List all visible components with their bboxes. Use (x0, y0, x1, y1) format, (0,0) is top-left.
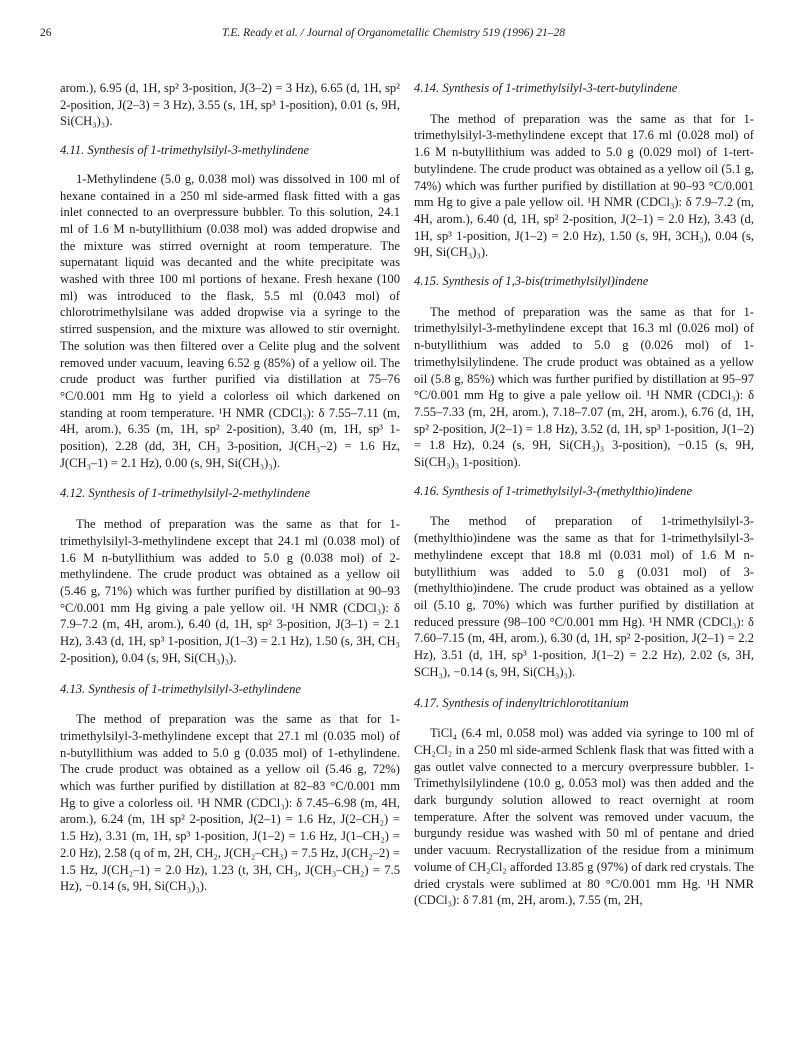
section-body-4-13: The method of preparation was the same as that for 1-trimethylsilyl-3-methylindene except that 27.1 ml (0.035 mol) of n-butyllithium was added to 5.0 g (0.035 mol) of 1-ethylindene. The crude product was obtained as a yellow oil (5.46 g, 72%) which was further purified by distillation at 82–83 °C/0.001 mm Hg to give a colorless oil. ¹H NMR (CDCl₃): δ 7.45–6.98 (m, 4H, arom.), 6.24 (m, 1H sp² 2-position, J(2–1) = 1.6 Hz, J(2–CH₂) = 1.5 Hz), 3.31 (m, 1H, sp³ 1-position, J(1–2) = 1.6 Hz, J(1–CH₂) = 2.0 Hz), 2.58 (q of m, 2H, CH₂, J(CH₂–CH₃) = 7.5 Hz, J(CH₂–2) = 1.5 Hz, J(CH₂–1) = 2.0 Hz), 1.23 (t, 3H, CH₃, J(CH₃–CH₂) = 7.5 Hz), −0.14 (s, 9H, Si(CH₃)₃). (60, 712, 400, 894)
section-heading-4-15: 4.15. Synthesis of 1,3-bis(trimethylsilyl)indene (414, 274, 649, 289)
section-heading-4-16: 4.16. Synthesis of 1-trimethylsilyl-3-(methylthio)indene (414, 483, 693, 498)
page-number: 26 (40, 27, 52, 39)
section-heading-4-17: 4.17. Synthesis of indenyltrichlorotitanium (414, 695, 629, 710)
section-heading-4-13: 4.13. Synthesis of 1-trimethylsilyl-3-ethylindene (60, 681, 301, 696)
section-body-4-12: The method of preparation was the same as that for 1-trimethylsilyl-3-methylindene except that 24.1 ml (0.038 mol) of 1.6 M n-butyllithium was added to 5.0 g (0.038 mol) of 2-methylindene. The crude product was obtained as a yellow oil (5.46 g, 71%) which was further purified by distillation at 90–93 °C/0.001 mm Hg giving a pale yellow oil. ¹H NMR (CDCl₃): δ 7.9–7.2 (m, 4H, arom.), 6.40 (d, 1H, sp² 3-position, J(3–1) = 2.1 Hz), 3.43 (d, 1H, sp³ 1-position, J(1–3) = 2.1 Hz), 1.50 (s, 3H, CH₃ 2-position), 0.04 (s, 9H, Si(CH₃)₃). (60, 517, 400, 665)
section-body-4-11: 1-Methylindene (5.0 g, 0.038 mol) was dissolved in 100 ml of hexane contained in a 250 ml side-armed flask fitted with a gas inlet connected to an overpressure bubbler. To this solution, 24.1 ml of 1.6 M n-butyllithium (0.038 mol) was added dropwise and the mixture was stirred overnight at room temperature. The supernatant liquid was decanted and the white precipitate was washed with three 100 ml portions of hexane. Fresh hexane (100 ml) was introduced to the flask, 5.5 ml (0.043 mol) of chlorotrimethylsilane was added dropwise via a syringe to the stirred suspension, and the mixture was allowed to stir overnight. The solution was then filtered over a Celite plug and the solvent removed under vacuum, leaving 6.52 g (85%) of a yellow oil. The crude product was further purified via distillation at 75–76 °C/0.001 mm Hg to yield a colorless oil which darkened on standing at room temperature. ¹H NMR (CDCl₃): δ 7.55–7.11 (m, 4H, arom.), 6.35 (m, 1H, sp² 2-position), 3.40 (m, 1H, sp³ 1-position), 2.28 (dd, 3H, CH₃ 3-position, J(CH₃–2) = 1.6 Hz, J(CH₃–1) = 2.1 Hz), 0.00 (s, 9H, Si(CH₃)₃). (60, 171, 400, 470)
section-body-4-14: The method of preparation was the same as that for 1-trimethylsilyl-3-methylindene except that 17.6 ml (0.028 mol) of 1.6 M n-butyllithium was added to 5.0 g (0.029 mol) of 1-tert-butylindene. The crude product was obtained as a yellow oil (5.1 g, 74%) which was further purified by distillation at 90–93 °C/0.001 mm Hg to give a pale yellow oil. ¹H NMR (CDCl₃): δ 7.9–7.2 (m, 4H, arom.), 6.40 (d, 1H, sp² 2-position, J(2–1) = 2.0 Hz), 3.43 (d, 1H, sp³ 1-position, J(1–2) = 2.0 Hz), 1.50 (s, 9H, 3CH₃), 0.04 (s, 9H, Si(CH₃)₃). (414, 111, 754, 260)
page-header (40, 27, 747, 47)
continued-paragraph: arom.), 6.95 (d, 1H, sp² 3-position, J(3–2) = 3 Hz), 6.65 (d, 1H, sp² 2-position, J(2–3) = 3 Hz), 3.55 (s, 1H, sp³ 1-position), 0.01 (s, 9H, Si(CH₃)₃). (60, 81, 400, 129)
right-column (414, 80, 754, 909)
section-heading-4-12: 4.12. Synthesis of 1-trimethylsilyl-2-methylindene (60, 486, 311, 501)
section-body-4-16: The method of preparation of 1-trimethylsilyl-3-(methylthio)indene was the same as that for 1-trimethylsilyl-3-methylindene except that 18.8 ml (0.031 mol) of 1.6 M n-butyllithium was added to 5.0 g (0.031 mol) of 3-(methylthio)indene. The crude product was obtained as a yellow oil (5.10 g, 70%) which was further purified by distillation at reduced pressure (98–100 °C/0.001 mm Hg). ¹H NMR (CDCl₃): δ 7.60–7.15 (m, 4H, arom.), 6.30 (d, 1H, sp² 2-position, J(2–1) = 2.2 Hz), 3.51 (d, 1H, sp³ 1-position, J(1–2) = 2.2 Hz), 2.02 (s, 3H, SCH₃), −0.14 (s, 9H, Si(CH₃)₃). (414, 514, 754, 679)
section-heading-4-11: 4.11. Synthesis of 1-trimethylsilyl-3-methylindene (60, 143, 310, 158)
section-heading-4-14: 4.14. Synthesis of 1-trimethylsilyl-3-tert-butylindene (414, 81, 678, 95)
running-title: T.E. Ready et al. / Journal of Organometallic Chemistry 519 (1996) 21–28 (221, 27, 566, 39)
left-column (60, 80, 400, 895)
section-body-4-17: TiCl₄ (6.4 ml, 0.058 mol) was added via syringe to 100 ml of CH₂Cl₂ in a 250 ml side-armed Schlenk flask that was fitted with a gas outlet valve connected to a mercury overpressure bubbler. 1-Trimethylsilylindene (10.0 g, 0.053 mol) was then added and the dark burgundy solution allowed to react overnight at room temperature. After the solvent was removed under vacuum, the burgundy residue was washed with 50 ml of pentane and dried under vacuum. Recrystallization of the residue from a minimum volume of CH₂Cl₂ afforded 13.85 g (97%) of dark red crystals. The dried crystals were sublimed at 80 °C/0.001 mm Hg. ¹H NMR (CDCl₃): δ 7.81 (m, 2H, arom.), 7.55 (m, 2H, (414, 726, 754, 908)
section-body-4-15: The method of preparation was the same as that for 1-trimethylsilyl-3-methylindene except that 16.3 ml (0.026 mol) of n-butyllithium was added to 5.0 g (0.026 mol) of 1-trimethylsilylindene. The crude product was obtained as a yellow oil (5.8 g, 85%) which was further purified by distillation at 95–97 °C/0.001 mm Hg to give a pale yellow oil. ¹H NMR (CDCl₃): δ 7.55–7.33 (m, 2H, arom.), 7.18–7.07 (m, 2H, arom.), 6.76 (d, 1H, sp² 2-position, J(2–1) = 1.8 Hz), 3.52 (d, 1H, sp³ 1-position, J(1–2) = 1.8 Hz), 0.24 (s, 9H, Si(CH₃)₃ 3-position), −0.15 (s, 9H, Si(CH₃)₃ 1-position). (414, 304, 754, 470)
